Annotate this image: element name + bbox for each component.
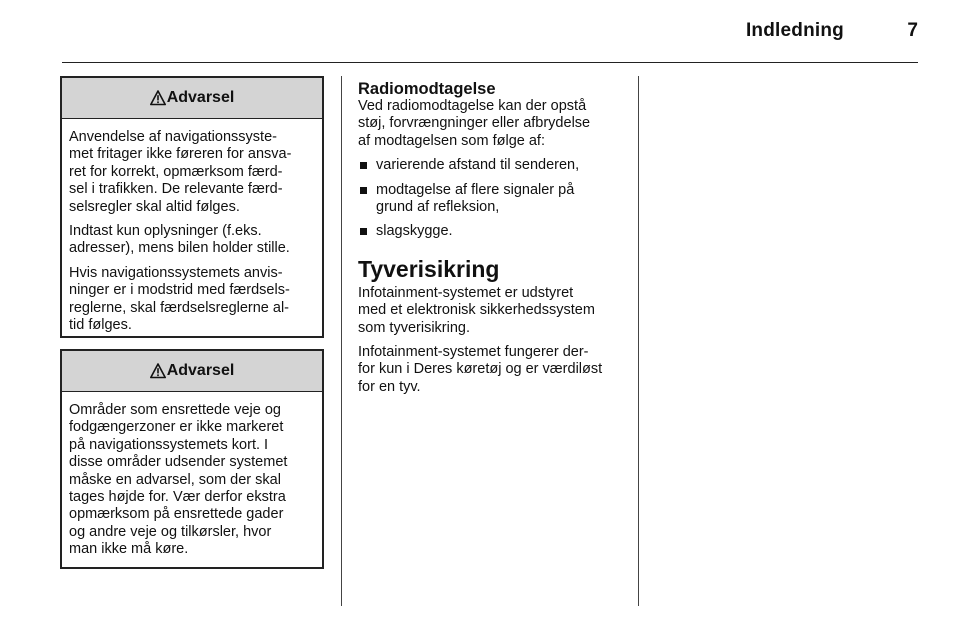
list-item: varierende afstand til senderen,: [358, 157, 630, 174]
warning-body: [62, 392, 322, 559]
warning-box-navigation-use: [60, 76, 324, 338]
warning-title: Advarsel: [166, 89, 235, 106]
warning-header: [62, 351, 322, 392]
list-item: slagskygge.: [358, 223, 630, 240]
section-title: Indledning: [745, 20, 844, 41]
theft-paragraph: Infotainment-systemet er udstyret med et elektronisk sikkerhedssystem som tyverisikring.: [358, 284, 595, 336]
radio-bullet-list: [358, 157, 630, 241]
warning-paragraph: Indtast kun oplysninger (f.eks. adresser), mens bilen holder stille.: [69, 223, 290, 257]
theft-paragraph: Infotainment-systemet fungerer der- for kun i Deres køretøj og er værdiløst for en tyv.: [358, 344, 603, 395]
warning-header: [62, 78, 322, 119]
radio-heading: Radiomodtagelse: [358, 80, 496, 98]
bullet-square-icon: [360, 228, 367, 235]
list-item: modtagelse af flere signaler på grund af refleksion,: [358, 182, 630, 217]
radio-intro: Ved radiomodtagelse kan der opstå støj, forvrængninger eller afbrydelse af modtagelsen som følge af:: [358, 98, 591, 149]
bullet-square-icon: [360, 187, 367, 194]
warning-title: Advarsel: [166, 362, 235, 379]
warning-triangle-icon: [150, 363, 166, 379]
content-column: [358, 80, 630, 403]
warning-paragraph: Hvis navigationssystemets anvis- ninger er i modstrid med færdsels- reglerne, skal færdselsreglerne al- tid følges.: [69, 264, 290, 334]
warning-box-one-way-streets: [60, 349, 324, 569]
warning-triangle-icon: [150, 90, 166, 106]
warning-paragraph: Områder som ensrettede veje og fodgængerzoner er ikke markeret på navigationssystemets kort. I disse områder udsender systemet måske en advarsel, som der skal tages højde for. Vær derfor ekstra opmærksom på ensrettede gader og andre veje og tilkørsler, hvor man ikke må køre.: [69, 402, 288, 558]
warning-body: [62, 119, 322, 334]
column-divider-left: [341, 76, 342, 606]
theft-heading: Tyverisikring: [358, 255, 500, 282]
bullet-square-icon: [360, 162, 367, 169]
column-divider-right: [638, 76, 639, 606]
page-header: [62, 0, 918, 63]
warning-paragraph: Anvendelse af navigationssyste- met fritager ikke føreren for ansva- ret for korrekt, opmærksom færd- sel i trafikken. De relevante færd- selsregler skal altid følges.: [69, 129, 292, 215]
page-number: 7: [907, 20, 918, 41]
